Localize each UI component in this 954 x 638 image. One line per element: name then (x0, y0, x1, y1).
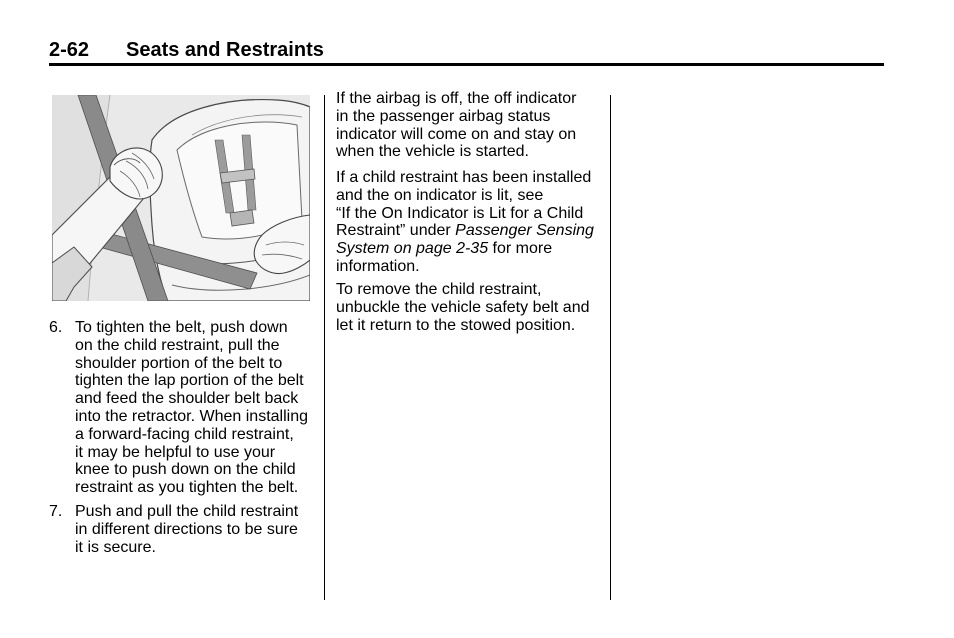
cross-reference-link[interactable]: System on page 2-35 (336, 240, 489, 258)
step-6-line: on the child restraint, pull the (75, 336, 280, 354)
paragraph-line: information. (336, 257, 420, 275)
step-6-line: shoulder portion of the belt to (75, 354, 283, 372)
child-restraint-illustration (52, 95, 310, 301)
cross-reference-suffix: for more (488, 240, 553, 258)
paragraph-line: when the vehicle is started. (336, 143, 529, 161)
step-7-line: in different directions to be sure (75, 520, 298, 538)
step-6-line: into the retractor. When installing (75, 407, 309, 425)
step-7-text (75, 503, 298, 556)
column-divider-2 (610, 95, 611, 600)
paragraph-line (336, 240, 594, 258)
step-number: 7. (49, 503, 63, 520)
paragraph-line: in the passenger airbag status (336, 107, 551, 125)
illustration-svg (52, 95, 310, 301)
paragraph-line (336, 222, 594, 240)
section-title: Seats and Restraints (126, 39, 324, 61)
paragraph-on-indicator (336, 169, 594, 276)
step-number: 6. (49, 319, 63, 336)
paragraph-line: “If the On Indicator is Lit for a Child (336, 204, 584, 222)
paragraph-line: If a child restraint has been installed (336, 169, 592, 186)
cross-reference-link[interactable]: Passenger Sensing (455, 222, 594, 240)
cross-reference-prefix: Restraint” under (336, 222, 456, 240)
step-6-line: restraint as you tighten the belt. (75, 479, 299, 497)
step-6-line: knee to push down on the child (75, 461, 296, 479)
page-number: 2-62 (49, 39, 90, 61)
paragraph-line: indicator will come on and stay on (336, 125, 577, 143)
harness-buckle (230, 210, 254, 226)
paragraph-remove-restraint (336, 281, 590, 334)
paragraph-line: and the on indicator is lit, see (336, 186, 544, 204)
paragraph-line: If the airbag is off, the off indicator (336, 90, 577, 107)
step-6-line: a forward-facing child restraint, (75, 425, 294, 443)
paragraph-line: To remove the child restraint, (336, 281, 542, 298)
column-divider-1 (324, 95, 325, 600)
paragraph-line: let it return to the stowed position. (336, 316, 576, 334)
step-7-line: it is secure. (75, 538, 156, 556)
header-rule (49, 63, 884, 66)
step-6-line: and feed the shoulder belt back (75, 390, 299, 408)
step-6-line: To tighten the belt, push down (75, 319, 288, 336)
paragraph-line: unbuckle the vehicle safety belt and (336, 298, 590, 316)
step-6-text (75, 319, 308, 497)
step-7-line: Push and pull the child restraint (75, 503, 299, 520)
paragraph-airbag-off (336, 90, 576, 161)
step-6-line: it may be helpful to use your (75, 443, 276, 461)
step-6-line: tighten the lap portion of the belt (75, 372, 304, 390)
